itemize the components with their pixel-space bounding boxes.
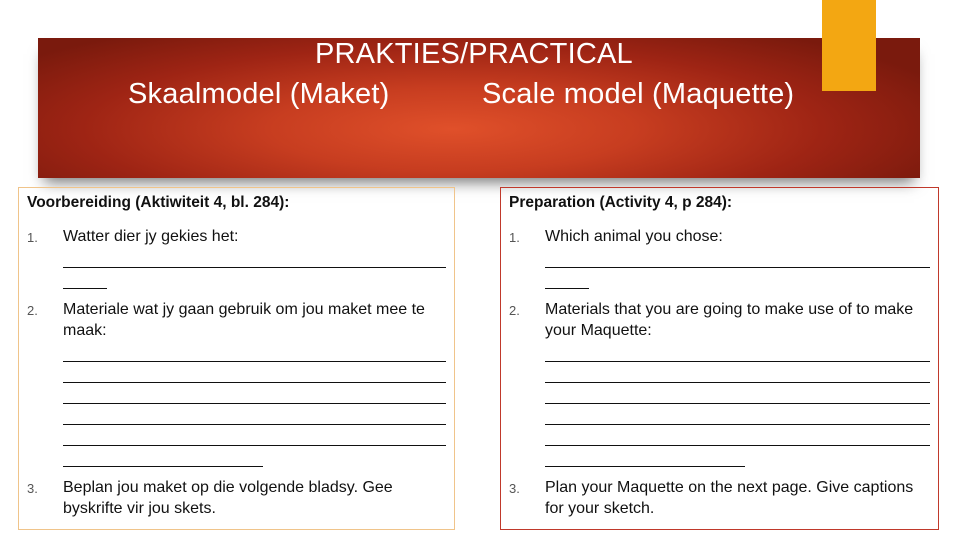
answer-line[interactable] (63, 446, 263, 467)
page-title: PRAKTIES/PRACTICAL (315, 38, 633, 70)
list-item (509, 299, 928, 467)
answer-line[interactable] (545, 247, 930, 268)
item-number: 1. (27, 230, 38, 245)
answer-line[interactable] (63, 362, 446, 383)
accent-square (822, 0, 876, 91)
answer-line[interactable] (63, 425, 446, 446)
item-number: 2. (27, 303, 38, 318)
item-text: Plan your Maquette on the next page. Give captions for your sketch. (545, 479, 914, 517)
item-number: 3. (27, 481, 38, 496)
column-heading: Voorbereiding (Aktiwiteit 4, bl. 284): (27, 194, 290, 211)
answer-line[interactable] (545, 268, 589, 289)
answer-line[interactable] (63, 404, 446, 425)
answer-line[interactable] (63, 268, 107, 289)
answer-line[interactable] (545, 362, 930, 383)
list-item (27, 299, 444, 467)
answer-line[interactable] (63, 383, 446, 404)
question-list (27, 226, 444, 519)
column-heading: Preparation (Activity 4, p 284): (509, 194, 733, 211)
list-item (509, 477, 928, 519)
answer-line[interactable] (545, 446, 745, 467)
item-text: Which animal you chose: (545, 228, 723, 245)
english-column (500, 187, 939, 530)
item-number: 3. (509, 481, 520, 496)
question-list (509, 226, 928, 519)
answer-line[interactable] (545, 425, 930, 446)
list-item (27, 226, 444, 289)
subtitle-english: Scale model (Maquette) (482, 78, 795, 110)
item-text: Watter dier jy gekies het: (63, 228, 239, 245)
answer-line[interactable] (63, 341, 446, 362)
item-number: 2. (509, 303, 520, 318)
list-item (509, 226, 928, 289)
answer-line[interactable] (545, 383, 930, 404)
answer-line[interactable] (545, 404, 930, 425)
item-text: Materiale wat jy gaan gebruik om jou maket mee te maak: (63, 301, 425, 339)
subtitle-afrikaans: Skaalmodel (Maket) (128, 78, 390, 110)
answer-line[interactable] (545, 341, 930, 362)
list-item (27, 477, 444, 519)
answer-line[interactable] (63, 247, 446, 268)
item-text: Beplan jou maket op die volgende bladsy. Gee byskrifte vir jou skets. (63, 479, 393, 517)
item-number: 1. (509, 230, 520, 245)
afrikaans-column (18, 187, 455, 530)
item-text: Materials that you are going to make use of to make your Maquette: (545, 301, 914, 339)
